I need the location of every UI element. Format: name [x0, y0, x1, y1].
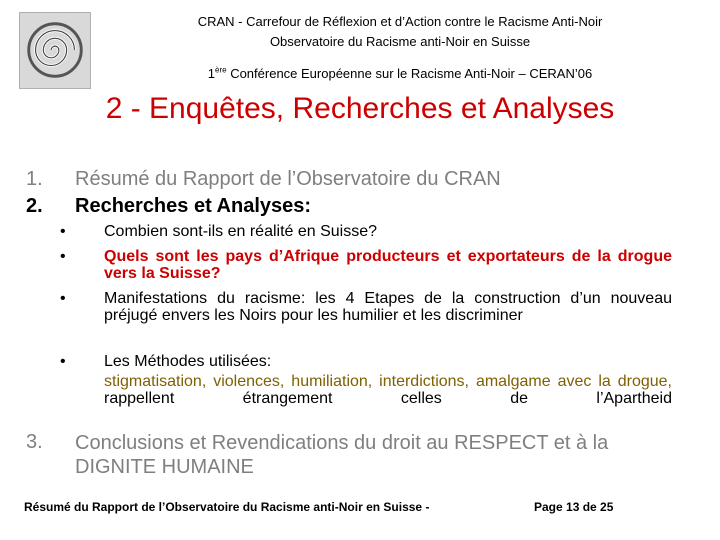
subitem-methods-detail: [104, 373, 672, 407]
header-organization: CRAN - Carrefour de Réflexion et d’Action contre le Racisme Anti-Noir: [197, 14, 603, 29]
item1-number: 1.: [26, 168, 43, 190]
methods-list: stigmatisation, violences, humiliation, interdictions, amalgame avec la drogue,: [104, 373, 672, 390]
page-title: 2 - Enquêtes, Recherches et Analyses: [105, 92, 615, 125]
footer-page-number: Page 13 de 25: [534, 500, 614, 514]
conference-ordinal-sup: ère: [215, 65, 227, 75]
conference-name: Conférence Européenne sur le Racisme Anti-Noir – CERAN’06: [226, 66, 593, 81]
bullet-icon: •: [60, 290, 66, 307]
subitem-racism-stages: Manifestations du racisme: les 4 Etapes de la construction d’un nouveau préjugé envers les Noirs pour les humilier et les discriminer: [104, 290, 672, 324]
item2-number: 2.: [26, 195, 43, 217]
item1-text: Résumé du Rapport de l’Observatoire du CRAN: [75, 168, 501, 190]
spiral-logo-icon: [19, 12, 91, 89]
subitem-drug-countries: Quels sont les pays d’Afrique producteurs et exportateurs de la drogue vers la Suisse?: [104, 248, 672, 282]
methods-comparison: rappellent étrangement celles de l’Apartheid: [104, 390, 672, 407]
conference-ordinal: 1: [207, 66, 216, 81]
bullet-icon: •: [60, 223, 66, 240]
item3-number: 3.: [26, 431, 43, 453]
bullet-icon: •: [60, 248, 66, 265]
footer-report-title: Résumé du Rapport de l’Observatoire du Racisme anti-Noir en Suisse -: [24, 500, 430, 514]
header-observatory: Observatoire du Racisme anti-Noir en Suisse: [269, 34, 531, 49]
bullet-icon: •: [60, 353, 66, 370]
subitem-count: Combien sont-ils en réalité en Suisse?: [104, 223, 378, 240]
subitem-methods-label: Les Méthodes utilisées:: [104, 353, 272, 370]
conference-line: [100, 66, 700, 81]
item3-text: Conclusions et Revendications du droit au RESPECT et à la DIGNITE HUMAINE: [75, 432, 609, 478]
item2-text: Recherches et Analyses:: [75, 195, 312, 217]
